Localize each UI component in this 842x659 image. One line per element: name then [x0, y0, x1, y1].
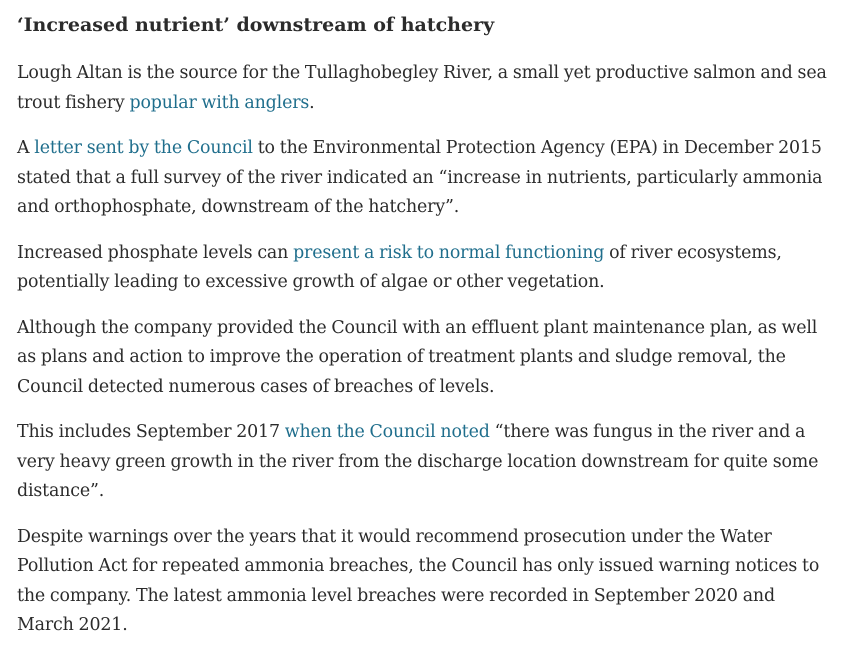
paragraph-september-2017 [17, 418, 835, 507]
section-heading: ‘Increased nutrient’ downstream of hatchery [17, 14, 495, 36]
paragraph-text: Increased phosphate levels can [17, 242, 294, 263]
paragraph-warning-notices: Despite warnings over the years that it would recommend prosecution under the Water Pollution Act for repeated ammonia breaches, the Council has only issued warning notices to the company. The latest ammonia level breaches were recorded in September 2020 and March 2021. [17, 526, 820, 635]
paragraph-text: “there was fungus in the river and a very heavy green growth in the river from the discharge location downstream for quite some distance”. [17, 422, 819, 501]
paragraph-phosphate-levels [17, 239, 835, 298]
link-risk-to-normal-functioning[interactable]: present a risk to normal functioning [293, 242, 605, 263]
link-popular-with-anglers[interactable]: popular with anglers [129, 92, 310, 113]
paragraph-text: Lough Altan is the source for the Tullaghobegley River, a small yet productive salmon and sea trout fishery [17, 63, 827, 113]
article-body [17, 0, 835, 641]
paragraph-lough-altan [17, 59, 835, 118]
paragraph-text: This includes September 2017 [17, 422, 285, 442]
paragraph-text: to the Environmental Protection Agency (EPA) in December 2015 stated that a full survey of the river indicated an “increase in nutrients, particularly ammonia and orthophosphate, downstream of the hatchery”. [17, 138, 823, 217]
paragraph-text: . [309, 92, 315, 113]
link-letter-sent-by-council[interactable]: letter sent by the Council [34, 138, 253, 158]
paragraph-council-letter [17, 134, 835, 223]
link-when-council-noted[interactable]: when the Council noted [284, 422, 490, 442]
paragraph-text: A [17, 138, 35, 158]
paragraph-text: of river ecosystems, potentially leading to excessive growth of algae or other vegetation. [17, 242, 782, 292]
paragraph-maintenance-plan: Although the company provided the Council with an effluent plant maintenance plan, as well as plans and action to improve the operation of treatment plants and sludge removal, the Council detected numerous cases of breaches of levels. [17, 317, 818, 397]
